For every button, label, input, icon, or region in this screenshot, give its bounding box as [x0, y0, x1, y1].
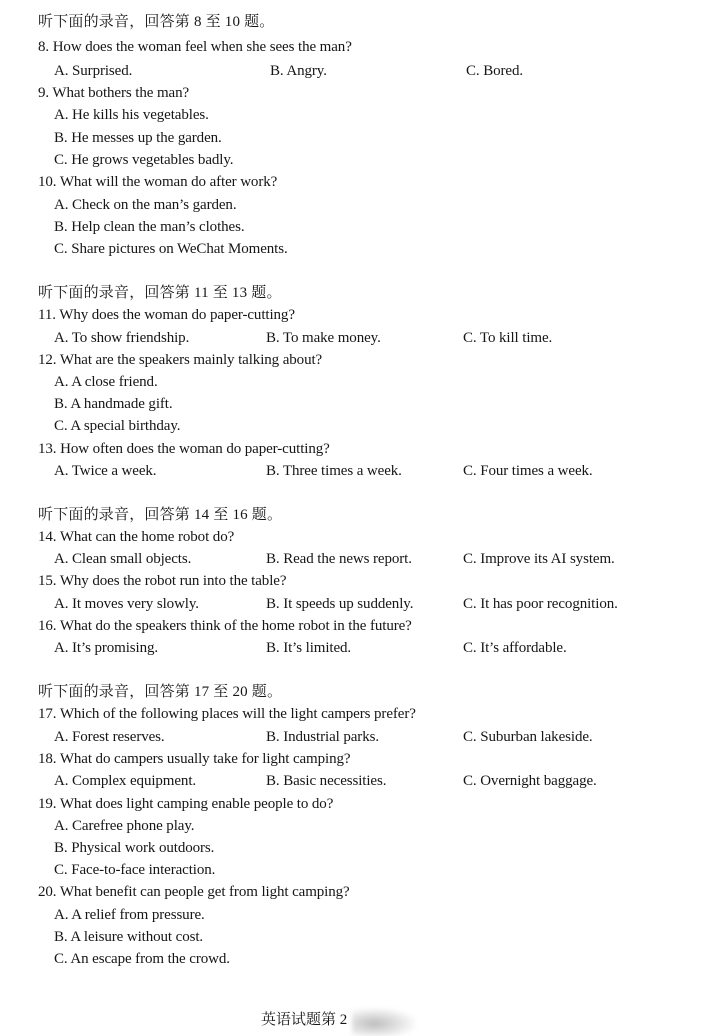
answer-option: A. Check on the man’s garden. [54, 197, 237, 213]
question-stem: 12. What are the speakers mainly talking about? [38, 352, 323, 368]
page-footer: 英语试题第 2 [261, 1012, 348, 1028]
section-header: 听下面的录音，回答第 14 至 16 题。 [38, 507, 283, 523]
answer-option: A. Forest reserves. [54, 729, 165, 745]
question-stem: 19. What does light camping enable people to do? [38, 796, 334, 812]
answer-option: B. Industrial parks. [266, 729, 379, 745]
answer-option: B. He messes up the garden. [54, 130, 222, 146]
question-stem: 13. How often does the woman do paper-cutting? [38, 441, 330, 457]
answer-option: B. A handmade gift. [54, 396, 173, 412]
answer-option: A. A relief from pressure. [54, 907, 205, 923]
section-header: 听下面的录音，回答第 11 至 13 题。 [38, 285, 282, 301]
page-smudge [352, 1008, 416, 1036]
answer-option: B. Help clean the man’s clothes. [54, 219, 245, 235]
answer-option: B. Read the news report. [266, 551, 412, 567]
question-stem: 9. What bothers the man? [38, 85, 190, 101]
answer-option: C. An escape from the crowd. [54, 951, 230, 967]
answer-option: C. A special birthday. [54, 418, 181, 434]
question-stem: 15. Why does the robot run into the table? [38, 573, 287, 589]
answer-option: A. Complex equipment. [54, 773, 197, 789]
answer-option: C. It has poor recognition. [463, 596, 618, 612]
answer-option: C. Face-to-face interaction. [54, 862, 216, 878]
question-stem: 11. Why does the woman do paper-cutting? [38, 307, 295, 323]
answer-option: B. Angry. [270, 63, 327, 79]
answer-option: C. Bored. [466, 63, 524, 79]
answer-option: A. He kills his vegetables. [54, 107, 209, 123]
question-stem: 18. What do campers usually take for light camping? [38, 751, 351, 767]
question-stem: 17. Which of the following places will the light campers prefer? [38, 706, 416, 722]
answer-option: C. To kill time. [463, 330, 553, 346]
section-header: 听下面的录音，回答第 17 至 20 题。 [38, 684, 283, 700]
answer-option: A. To show friendship. [54, 330, 190, 346]
answer-option: C. Improve its AI system. [463, 551, 615, 567]
answer-option: B. A leisure without cost. [54, 929, 204, 945]
answer-option: C. It’s affordable. [463, 640, 567, 656]
answer-option: B. It speeds up suddenly. [266, 596, 414, 612]
answer-option: A. Carefree phone play. [54, 818, 195, 834]
section-header: 听下面的录音，回答第 8 至 10 题。 [38, 14, 275, 30]
answer-option: A. Twice a week. [54, 463, 157, 479]
answer-option: B. Physical work outdoors. [54, 840, 215, 856]
question-stem: 14. What can the home robot do? [38, 529, 235, 545]
answer-option: C. Share pictures on WeChat Moments. [54, 241, 288, 257]
answer-option: A. It moves very slowly. [54, 596, 199, 612]
answer-option: A. Clean small objects. [54, 551, 192, 567]
answer-option: C. Overnight baggage. [463, 773, 597, 789]
answer-option: B. To make money. [266, 330, 381, 346]
answer-option: A. A close friend. [54, 374, 158, 390]
answer-option: C. Suburban lakeside. [463, 729, 593, 745]
question-stem: 16. What do the speakers think of the home robot in the future? [38, 618, 412, 634]
question-stem: 20. What benefit can people get from light camping? [38, 884, 350, 900]
question-stem: 10. What will the woman do after work? [38, 174, 278, 190]
answer-option: B. Basic necessities. [266, 773, 387, 789]
answer-option: B. Three times a week. [266, 463, 402, 479]
answer-option: C. He grows vegetables badly. [54, 152, 234, 168]
answer-option: A. It’s promising. [54, 640, 159, 656]
answer-option: A. Surprised. [54, 63, 133, 79]
answer-option: C. Four times a week. [463, 463, 593, 479]
answer-option: B. It’s limited. [266, 640, 352, 656]
question-stem: 8. How does the woman feel when she sees the man? [38, 39, 352, 55]
